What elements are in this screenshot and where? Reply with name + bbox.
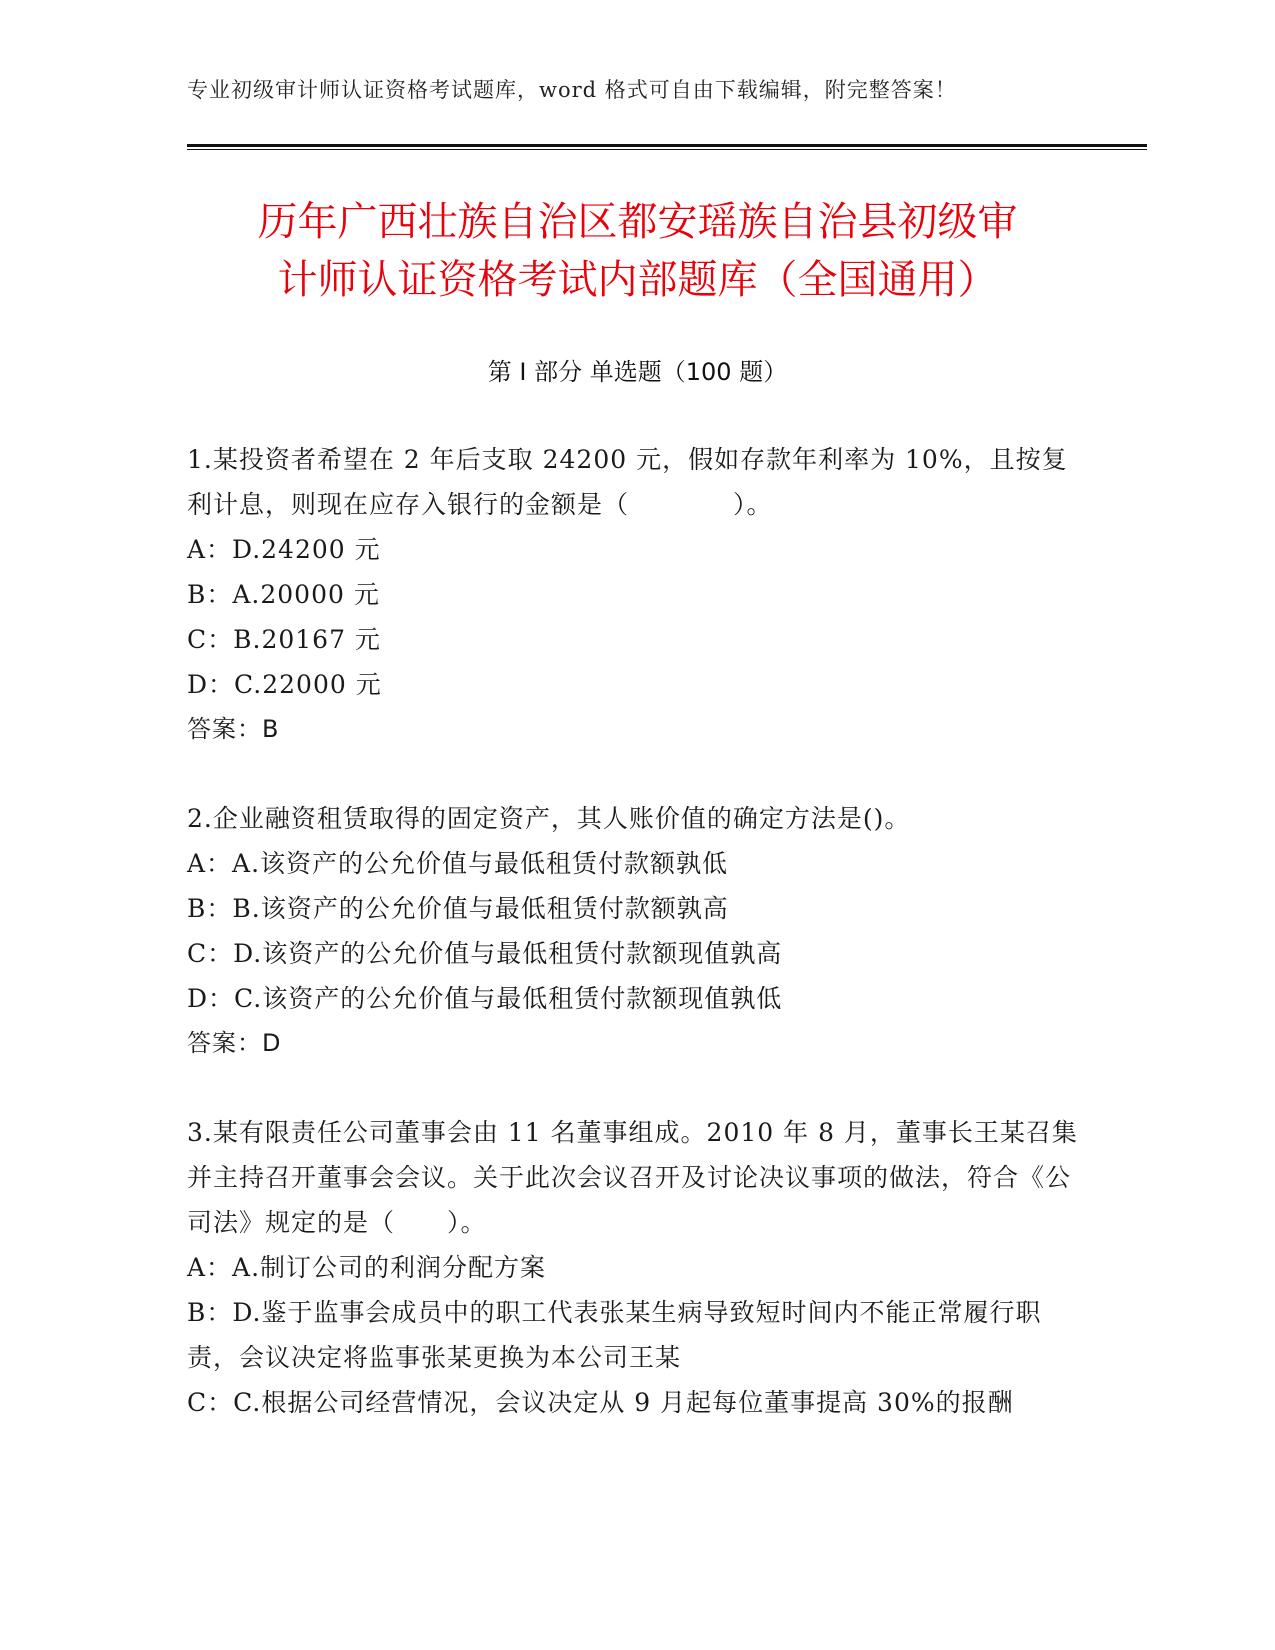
section-heading: 第 I 部分 单选题（100 题）: [487, 358, 788, 386]
document-title-line-2: 计师认证资格考试内部题库（全国通用）: [277, 257, 998, 303]
question-stem: 1.某投资者希望在 2 年后支取 24200 元，假如存款年利率为 10%，且按复利计息，则现在应存入银行的金额是（ ）。: [187, 445, 1068, 519]
header-rule-thin: [187, 149, 1147, 150]
answer: 答案：B: [187, 715, 280, 743]
header-note: 专业初级审计师认证资格考试题库，word 格式可自由下载编辑，附完整答案！: [187, 78, 957, 102]
answer: 答案：D: [187, 1029, 282, 1057]
document-title: [160, 193, 1115, 309]
option-c: C：B.20167 元: [187, 625, 381, 654]
header-rule-thick: [187, 144, 1147, 147]
question-1: [187, 437, 1087, 752]
question-list: [187, 437, 1087, 1469]
option-b: B：A.20000 元: [187, 580, 380, 609]
option-d: D：C.22000 元: [187, 670, 382, 699]
option-b: B：D.鉴于监事会成员中的职工代表张某生病导致短时间内不能正常履行职责，会议决定将监事张某更换为本公司王某: [187, 1298, 1042, 1372]
option-b: B：B.该资产的公允价值与最低租赁付款额孰高: [187, 894, 729, 923]
question-2: [187, 796, 1087, 1066]
document-title-line-1: 历年广西壮族自治区都安瑶族自治县初级审: [257, 199, 1018, 245]
question-stem: 2.企业融资租赁取得的固定资产，其人账价值的确定方法是()。: [187, 804, 911, 833]
option-a: A：D.24200 元: [187, 535, 381, 564]
option-d: D：C.该资产的公允价值与最低租赁付款额现值孰低: [187, 984, 783, 1013]
question-stem: 3.某有限责任公司董事会由 11 名董事组成。2010 年 8 月，董事长王某召集并主持召开董事会会议。关于此次会议召开及讨论决议事项的做法，符合《公司法》规定的是（ ）。: [187, 1118, 1078, 1237]
option-a: A：A.制订公司的利润分配方案: [187, 1253, 547, 1282]
option-a: A：A.该资产的公允价值与最低租赁付款额孰低: [187, 849, 729, 878]
option-c: C：D.该资产的公允价值与最低租赁付款额现值孰高: [187, 939, 783, 968]
option-c: C：C.根据公司经营情况，会议决定从 9 月起每位董事提高 30%的报酬: [187, 1388, 1014, 1417]
question-3: [187, 1110, 1087, 1425]
